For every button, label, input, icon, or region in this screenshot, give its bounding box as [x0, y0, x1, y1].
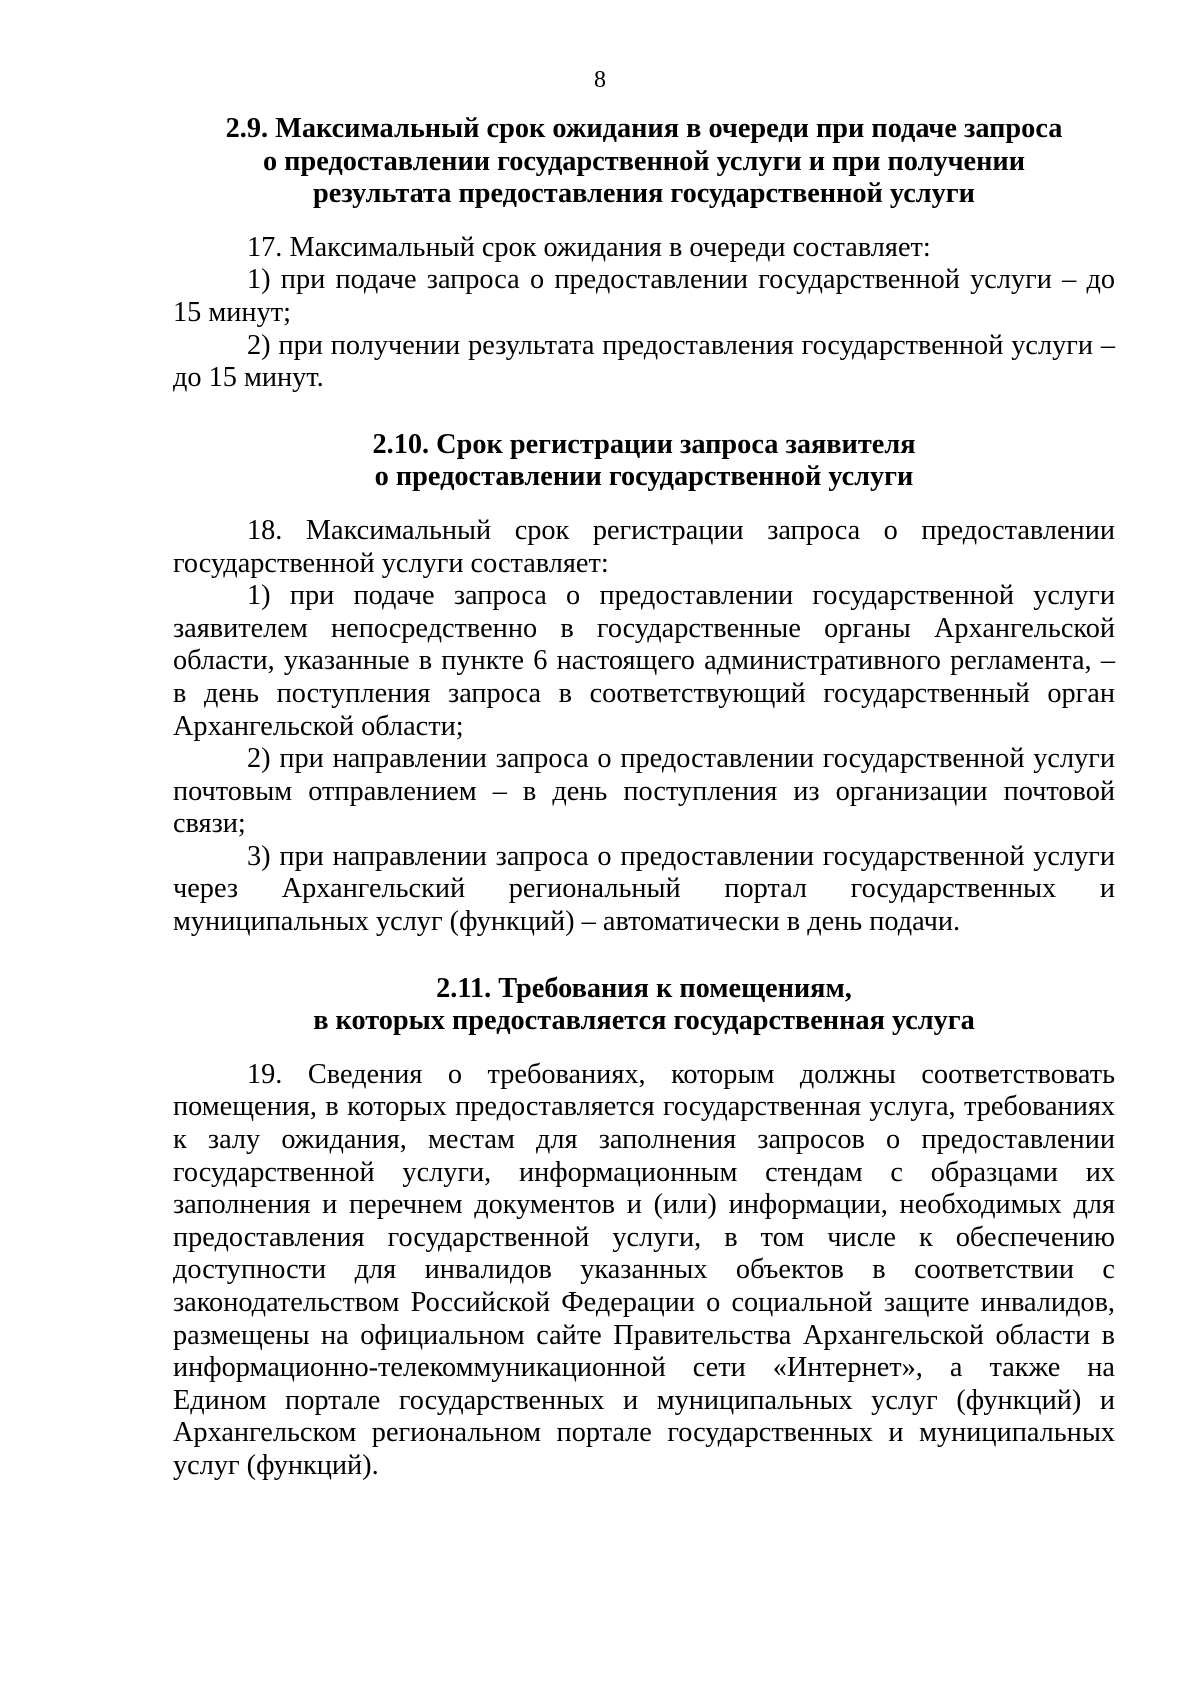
- paragraph-18: 18. Максимальный срок регистрации запроса о предоставлении государственной услуги составляет:: [173, 514, 1115, 579]
- paragraph-17-item-1: 1) при подаче запроса о предоставлении государственной услуги – до 15 минут;: [173, 264, 1115, 328]
- heading-line: 2.11. Требования к помещениям,: [436, 972, 852, 1004]
- paragraph-17-item-2: 2) при получении результата предоставления государственной услуги – до 15 минут.: [173, 329, 1115, 394]
- heading-line: 2.10. Срок регистрации запроса заявителя: [372, 428, 916, 460]
- section-heading-2-10: [173, 429, 1115, 494]
- paragraph-18-item-1: 1) при подаче запроса о предоставлении государственной услуги заявителем непосредственно в государственные органы Архангельской области, указанные в пункте 6 настоящего административного регламента, – в день поступления запроса в соответствующий государственный орган Архангельской области;: [173, 580, 1115, 742]
- heading-line: 2.9. Максимальный срок ожидания в очереди при подаче запроса: [225, 113, 1063, 144]
- heading-line: в которых предоставляется государственная услуга: [313, 1005, 975, 1037]
- paragraph-17: 17. Максимальный срок ожидания в очереди составляет:: [247, 231, 931, 263]
- section-heading-2-11: [173, 973, 1115, 1038]
- heading-line: о предоставлении государственной услуги и при получении: [262, 145, 1026, 177]
- heading-line: о предоставлении государственной услуги: [374, 461, 914, 493]
- paragraph-18-item-3: 3) при направлении запроса о предоставлении государственной услуги через Архангельский региональный портал государственных и муниципальных услуг (функций) – автоматически в день подачи.: [173, 840, 1115, 938]
- page-number: 8: [594, 67, 606, 93]
- page-content: [173, 113, 1115, 1483]
- section-heading-2-9: [173, 113, 1115, 211]
- paragraph-19: 19. Сведения о требованиях, которым должны соответствовать помещения, в которых предоставляется государственная услуга, требованиях к залу ожидания, местам для заполнения запросов о предоставлении государственной услуги, информационным стендам с образцами их заполнения и перечнем документов и (или) информации, необходимых для предоставления государственной услуги, в том числе к обеспечению доступности для инвалидов указанных объектов в соответствии с законодательством Российской Федерации о социальной защите инвалидов, размещены на официальном сайте Правительства Архангельской области в информационно-телекоммуникационной сети «Интернет», а также на Едином портале государственных и муниципальных услуг (функций) и Архангельском региональном портале государственных и муниципальных услуг (функций).: [173, 1058, 1115, 1481]
- heading-line: результата предоставления государственной услуги: [313, 178, 975, 210]
- paragraph-18-item-2: 2) при направлении запроса о предоставлении государственной услуги почтовым отправлением – в день поступления из организации почтовой связи;: [173, 743, 1115, 840]
